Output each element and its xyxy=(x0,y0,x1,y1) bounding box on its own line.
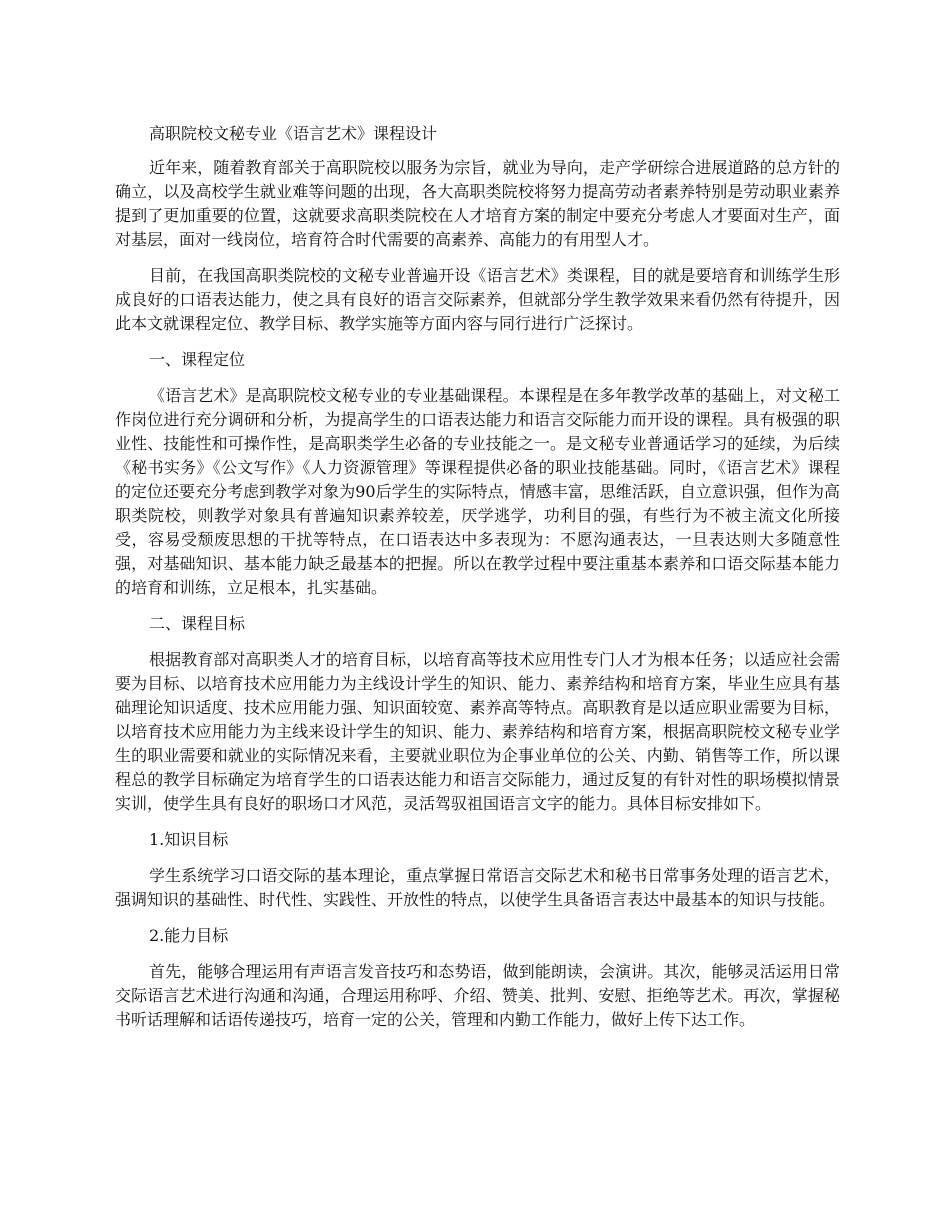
document-title: 高职院校文秘专业《语言艺术》课程设计 xyxy=(149,124,438,143)
section-heading-objectives: 二、课程目标 xyxy=(149,614,246,633)
intro-paragraph-1: 近年来，随着教育部关于高职院校以服务为宗旨，就业为导向，走产学研综合进展道路的总方针的确立，以及高校学生就业难等问题的出现，各大高职类院校将努力提高劳动者素养特别是劳动职业素养提到了更加重要的位置，这就要求高职类院校在人才培育方案的制定中要充分考虑人才要面对生产，面对基层，面对一线岗位，培育符合时代需要的高素养、高能力的有用型人才。 xyxy=(115,158,840,249)
section-paragraph-positioning: 《语言艺术》是高职院校文秘专业的专业基础课程。本课程是在多年教学改革的基础上，对文秘工作岗位进行充分调研和分析，为提高学生的口语表达能力和语言交际能力而开设的课程。具有极强的职业性、技能性和可操作性，是高职类学生必备的专业技能之一。是文秘专业普通话学习的延续，为后续《秘书实务》《公文写作》《人力资源管理》等课程提供必备的职业技能基础。同时，《语言艺术》课程的定位还要充分考虑到教学对象为90后学生的实际特点，情感丰富，思维活跃，自立意识强，但作为高职类院校，则教学对象具有普遍知识素养较差，厌学逃学，功利目的强，有些行为不被主流文化所接受，容易受颓废思想的干扰等特点，在口语表达中多表现为：不愿沟通表达，一旦表达则大多随意性强，对基础知识、基本能力缺乏最基本的把握。所以在教学过程中要注重基本素养和口语交际基本能力的培育和训练，立足根本，扎实基础。 xyxy=(115,386,840,597)
subsection-heading-knowledge: 1.知识目标 xyxy=(149,830,229,849)
subsection-paragraph-ability: 首先，能够合理运用有声语言发音技巧和态势语，做到能朗读，会演讲。其次，能够灵活运用日常交际语言艺术进行沟通和沟通，合理运用称呼、介绍、赞美、批判、安慰、拒绝等艺术。再次，掌握秘书听话理解和话语传递技巧，培育一定的公关，管理和内勤工作能力，做好上传下达工作。 xyxy=(115,962,840,1029)
subsection-paragraph-knowledge: 学生系统学习口语交际的基本理论，重点掌握日常语言交际艺术和秘书日常事务处理的语言艺术，强调知识的基础性、时代性、实践性、开放性的特点，以使学生具备语言表达中最基本的知识与技能。 xyxy=(115,866,840,909)
subsection-heading-ability: 2.能力目标 xyxy=(149,926,229,945)
intro-paragraph-2: 目前，在我国高职类院校的文秘专业普遍开设《语言艺术》类课程，目的就是要培育和训练学生形成良好的口语表达能力，使之具有良好的语言交际素养，但就部分学生教学效果来看仍然有待提升，因此本文就课程定位、教学目标、教学实施等方面内容与同行进行广泛探讨。 xyxy=(115,266,840,333)
section-heading-positioning: 一、课程定位 xyxy=(149,350,246,369)
document-body xyxy=(115,122,840,1044)
section-paragraph-objectives: 根据教育部对高职类人才的培育目标，以培育高等技术应用性专门人才为根本任务；以适应社会需要为目标、以培育技术应用能力为主线设计学生的知识、能力、素养结构和培育方案，毕业生应具有基础理论知识适度、技术应用能力强、知识面较宽、素养高等特点。高职教育是以适应职业需要为目标，以培育技术应用能力为主线来设计学生的知识、能力、素养结构和培育方案，根据高职院校文秘专业学生的职业需要和就业的实际情况来看，主要就业职位为企事业单位的公关、内勤、销售等工作，所以课程总的教学目标确定为培育学生的口语表达能力和语言交际能力，通过反复的有针对性的职场模拟情景实训，使学生具有良好的职场口才风范，灵活驾驭祖国语言文字的能力。具体目标安排如下。 xyxy=(115,650,840,813)
